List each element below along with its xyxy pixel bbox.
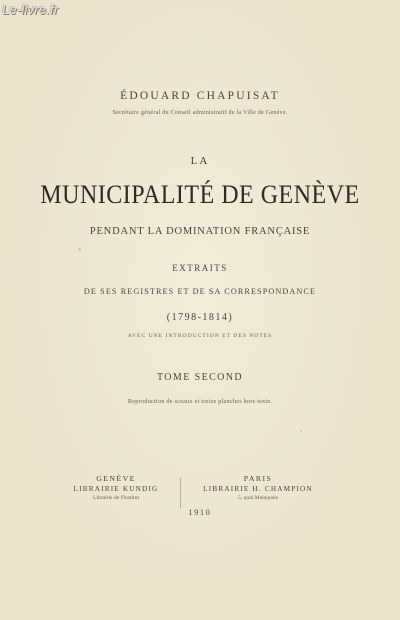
publisher-address: 5, quai Malaquais <box>238 495 278 501</box>
title-article: LA <box>190 155 210 167</box>
publisher-name: LIBRAIRIE KUNDIG <box>73 485 159 493</box>
book-subtitle: PENDANT LA DOMINATION FRANÇAISE <box>89 226 311 237</box>
reproduction-note: Reproduction de sceaux et treize planches hors texte. <box>127 398 273 405</box>
author-name: ÉDOUARD CHAPUISAT <box>120 90 280 102</box>
book-title: MUNICIPALITÉ DE GENÈVE <box>40 180 360 210</box>
contents-line-1: EXTRAITS <box>172 263 228 273</box>
date-range: (1798-1814) <box>166 312 234 323</box>
volume-label: TOME SECOND <box>156 372 244 383</box>
publisher-city: PARIS <box>243 474 273 483</box>
publisher-address: Librairie de l'Institut <box>92 495 140 501</box>
watermark-logo: Le-livre.fr <box>2 2 59 17</box>
paper-spot <box>300 430 302 432</box>
publisher-city: GENÈVE <box>96 474 136 483</box>
contents-line-2: DE SES REGISTRES ET DE SA CORRESPONDANCE <box>83 287 317 296</box>
publisher-paris <box>178 474 338 501</box>
publication-year: 1910 <box>188 508 212 517</box>
publisher-name: LIBRAIRIE H. CHAMPION <box>203 485 313 493</box>
publisher-geneva <box>36 474 196 501</box>
intro-note: AVEC UNE INTRODUCTION ET DES NOTES <box>127 333 273 339</box>
paper-spot <box>78 248 81 251</box>
author-role: Secrétaire général du Conseil administratif de la Ville de Genève. <box>112 109 288 116</box>
